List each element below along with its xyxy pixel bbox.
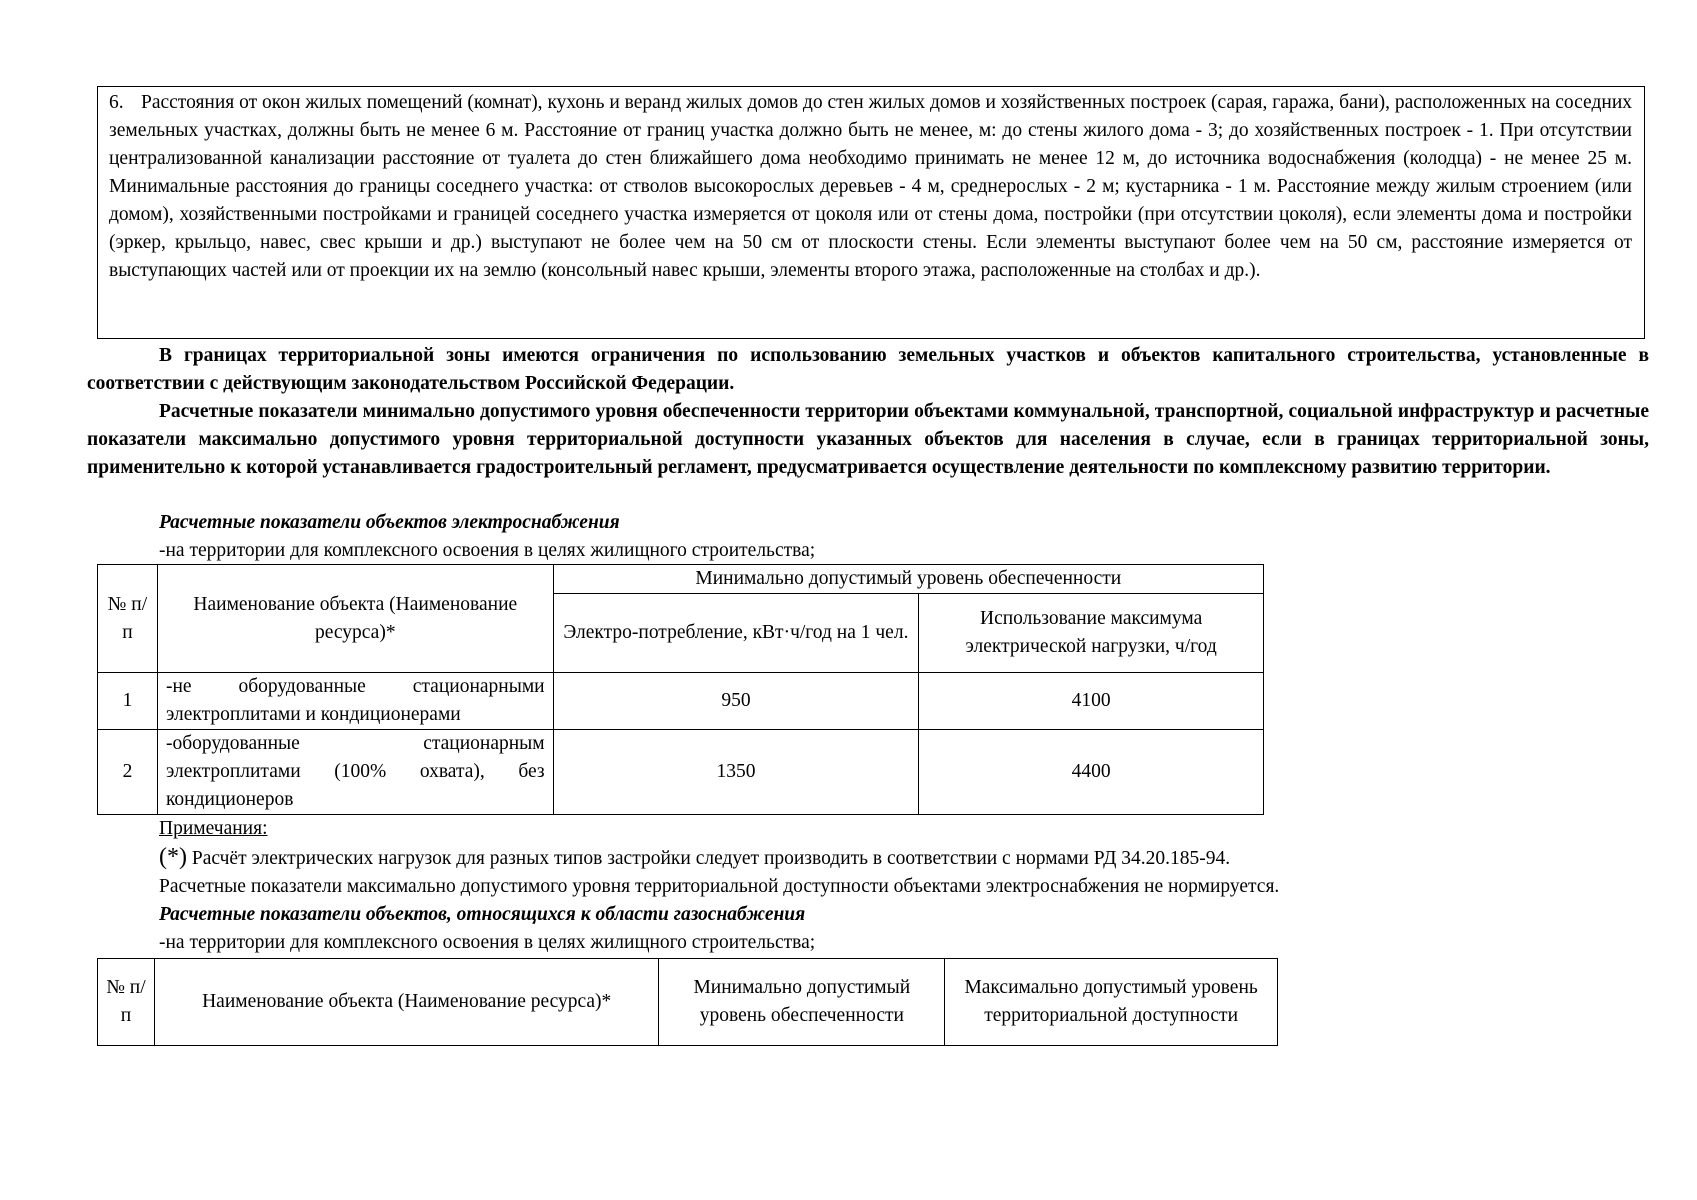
row-max-load: 4100	[919, 673, 1264, 730]
item-6-number: 6.	[109, 92, 124, 113]
item-6-box	[97, 86, 1645, 339]
table-row	[98, 673, 1264, 730]
table-row	[98, 730, 1264, 815]
indicators-paragraph: Расчетные показатели минимально допустимого уровня обеспеченности территории объектами коммунальной, транспортной, социальной инфраструктур и расчетные показатели максимально допустимого уровня территориальной доступности указанных объектов для населения в случае, если в границах территориальной зоны, применительно к которой устанавливается градостроительный регламент, предусматривается осуществление деятельности по комплексному развитию территории.	[87, 401, 1649, 478]
gas-header-name: Наименование объекта (Наименование ресурса)*	[154, 959, 658, 1046]
gas-header-max: Максимально допустимый уровень территориальной доступности	[945, 959, 1278, 1046]
note-2: Расчетные показатели максимально допустимого уровня территориальной доступности объектами электроснабжения не нормируется.	[159, 876, 1280, 897]
row-max-load: 4400	[919, 730, 1264, 815]
gas-header-min: Минимально допустимый уровень обеспеченности	[659, 959, 945, 1046]
electro-table-header-row	[98, 565, 1264, 594]
gas-subheading: -на территории для комплексного освоения в целях жилищного строительства;	[159, 932, 816, 953]
electro-subheading: -на территории для комплексного освоения в целях жилищного строительства;	[159, 540, 816, 561]
electro-header-max-load: Использование максимума электрической нагрузки, ч/год	[919, 594, 1264, 673]
electro-header-group: Минимально допустимый уровень обеспеченности	[553, 565, 1263, 594]
restrictions-paragraph: В границах территориальной зоны имеются ограничения по использованию земельных участков и объектов капитального строительства, установленные в соответствии с действующим законодательством Российской Федерации.	[87, 345, 1649, 394]
row-name: -оборудованные стационарным электроплитами (100% охвата), без кондиционеров	[157, 730, 553, 815]
gas-table-header-row	[98, 959, 1278, 1046]
electro-header-consumption: Электро-потребление, кВт·ч/год на 1 чел.	[553, 594, 919, 673]
row-consumption: 950	[553, 673, 919, 730]
note-1-text: Расчёт электрических нагрузок для разных типов застройки следует производить в соответствии с нормами РД 34.20.185-94.	[191, 848, 1231, 869]
electro-heading: Расчетные показатели объектов электроснабжения	[159, 512, 620, 533]
gas-table	[97, 958, 1278, 1046]
gas-header-num: № п/п	[98, 959, 155, 1046]
gas-heading: Расчетные показатели объектов, относящихся к области газоснабжения	[159, 904, 806, 925]
note-mark: (*)	[159, 844, 187, 870]
item-6-text: Расстояния от окон жилых помещений (комнат), кухонь и веранд жилых домов до стен жилых домов и хозяйственных построек (сарая, гаража, бани), расположенных на соседних земельных участках, должны быть не менее 6 м. Расстояние от границ участка должно быть не менее, м: до стены жилого дома - 3; до хозяйственных построек - 1. При отсутствии централизованной канализации расстояние от туалета до стен ближайшего дома необходимо принимать не менее 12 м, до источника водоснабжения (колодца) - не менее 25 м. Минимальные расстояния до границы соседнего участка: от стволов высокорослых деревьев - 4 м, среднерослых - 2 м; кустарника - 1 м. Расстояние между жилым строением (или домом), хозяйственными постройками и границей соседнего участка измеряется от цоколя или от стены дома, постройки (при отсутствии цоколя), если элементы дома и постройки (эркер, крыльцо, навес, свес крыши и др.) выступают не более чем на 50 см от плоскости стены. Если элементы выступают более чем на 50 см, расстояние измеряется от выступающих частей или от проекции их на землю (консольный навес крыши, элементы второго этажа, расположенные на столбах и др.).	[109, 92, 1632, 281]
row-num: 2	[98, 730, 158, 815]
row-name: -не оборудованные стационарными электроплитами и кондиционерами	[157, 673, 553, 730]
note-1	[159, 843, 1230, 873]
electro-header-name: Наименование объекта (Наименование ресурса)*	[157, 565, 553, 673]
row-num: 1	[98, 673, 158, 730]
electro-header-num: № п/п	[98, 565, 158, 673]
row-consumption: 1350	[553, 730, 919, 815]
notes-label: Примечания:	[159, 818, 268, 839]
electro-table	[97, 564, 1264, 815]
